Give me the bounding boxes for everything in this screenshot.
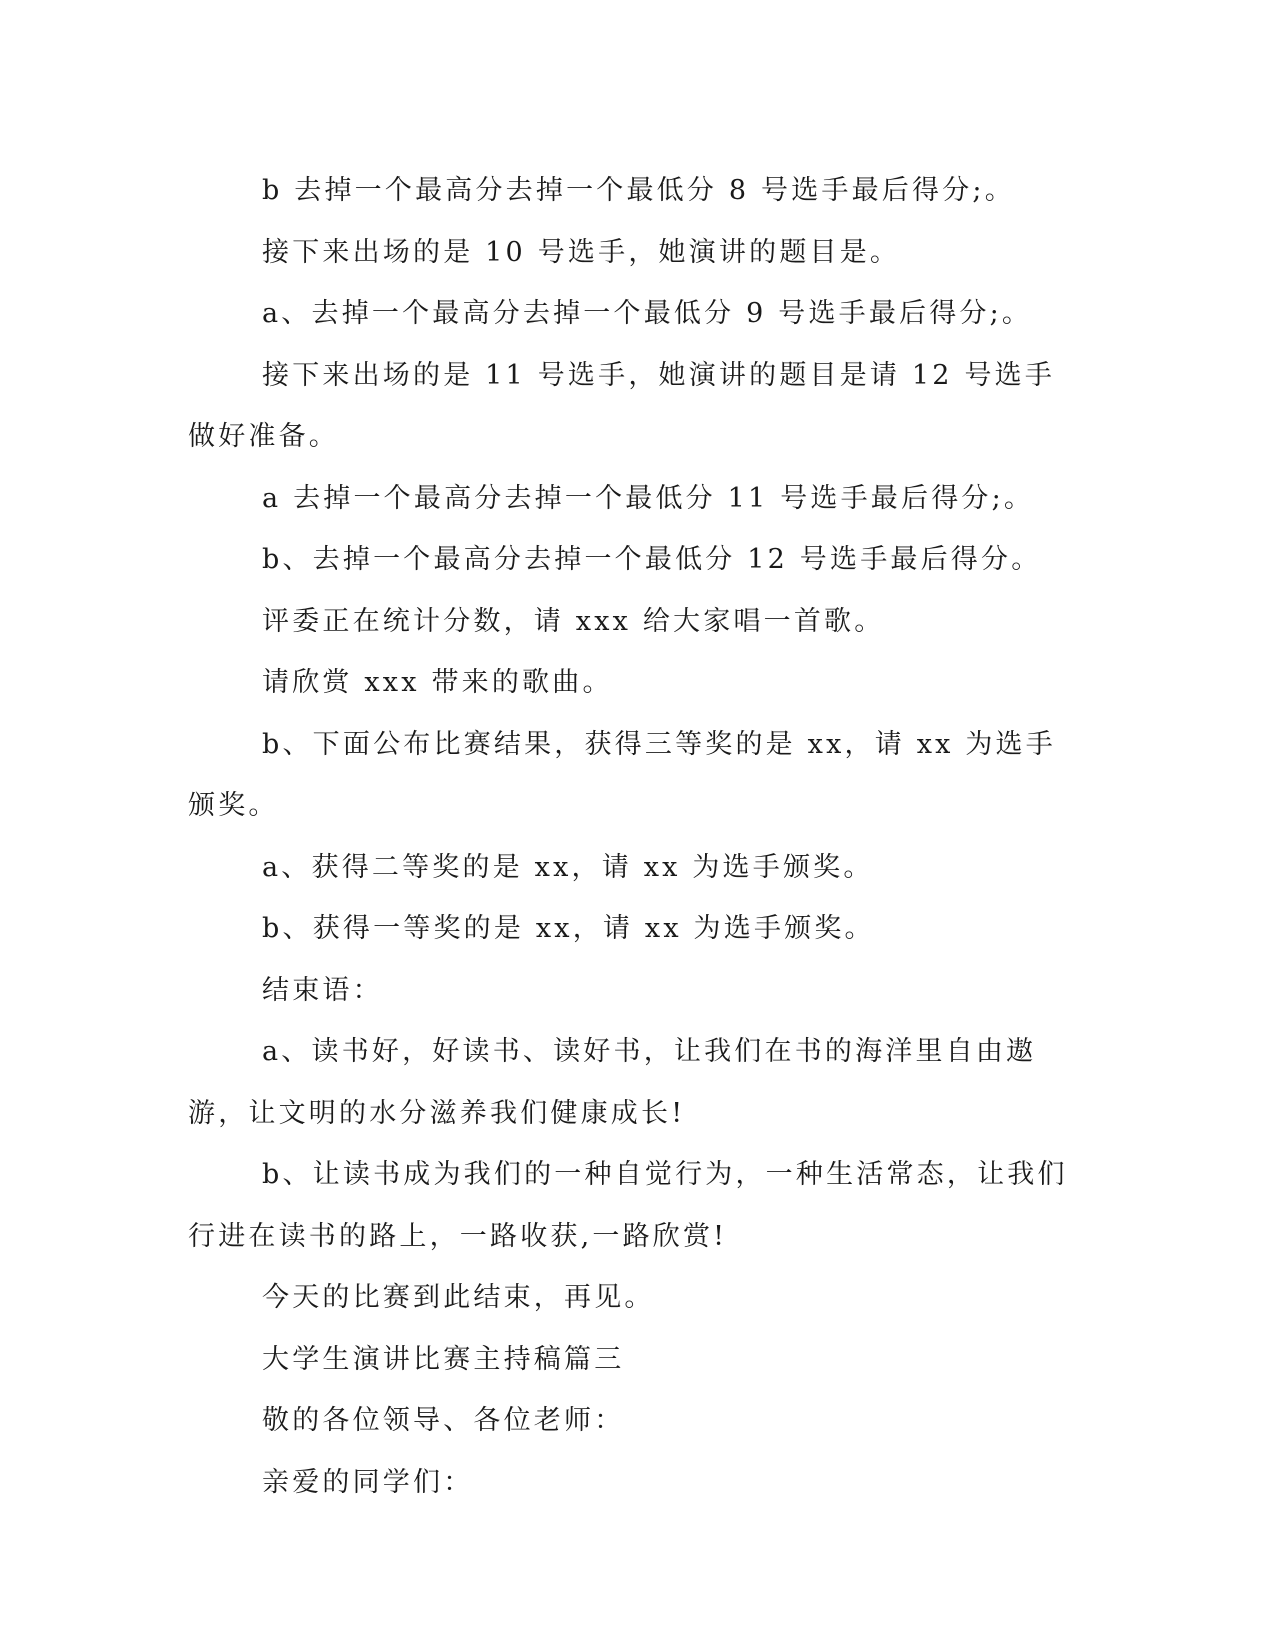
paragraph-14: b、让读书成为我们的一种自觉行为，一种生活常态，让我们行进在读书的路上，一路收获,一路欣赏!: [188, 1159, 1068, 1252]
paragraph-12: 结束语：: [262, 974, 383, 1006]
paragraph-4: 接下来出场的是 11 号选手，她演讲的题目是请 12 号选手做好准备。: [188, 359, 1056, 452]
paragraph-15: 今天的比赛到此结束，再见。: [262, 1282, 655, 1313]
paragraph-6: b、去掉一个最高分去掉一个最低分 12 号选手最后得分。: [262, 544, 1042, 575]
document-body: [188, 160, 1068, 1513]
section-heading: 大学生演讲比赛主持稿篇三: [262, 1343, 625, 1375]
salutation-students: 亲爱的同学们：: [262, 1466, 474, 1498]
salutation-leaders: 敬的各位领导、各位老师：: [262, 1405, 625, 1436]
paragraph-1: b 去掉一个最高分去掉一个最低分 8 号选手最后得分;。: [262, 175, 1015, 206]
paragraph-5: a 去掉一个最高分去掉一个最低分 11 号选手最后得分;。: [262, 482, 1035, 514]
paragraph-7: 评委正在统计分数，请 xxx 给大家唱一首歌。: [262, 605, 885, 637]
paragraph-3: a、去掉一个最高分去掉一个最低分 9 号选手最后得分;。: [262, 298, 1033, 329]
paragraph-11: b、获得一等奖的是 xx，请 xx 为选手颁奖。: [262, 913, 875, 944]
paragraph-13: a、读书好，好读书、读好书，让我们在书的海洋里自由遨游，让文明的水分滋养我们健康成长!: [188, 1036, 1037, 1129]
paragraph-9: b、下面公布比赛结果，获得三等奖的是 xx，请 xx 为选手颁奖。: [188, 728, 1056, 821]
paragraph-8: 请欣赏 xxx 带来的歌曲。: [262, 667, 613, 698]
paragraph-2: 接下来出场的是 10 号选手，她演讲的题目是。: [262, 236, 901, 268]
paragraph-10: a、获得二等奖的是 xx，请 xx 为选手颁奖。: [262, 851, 874, 883]
